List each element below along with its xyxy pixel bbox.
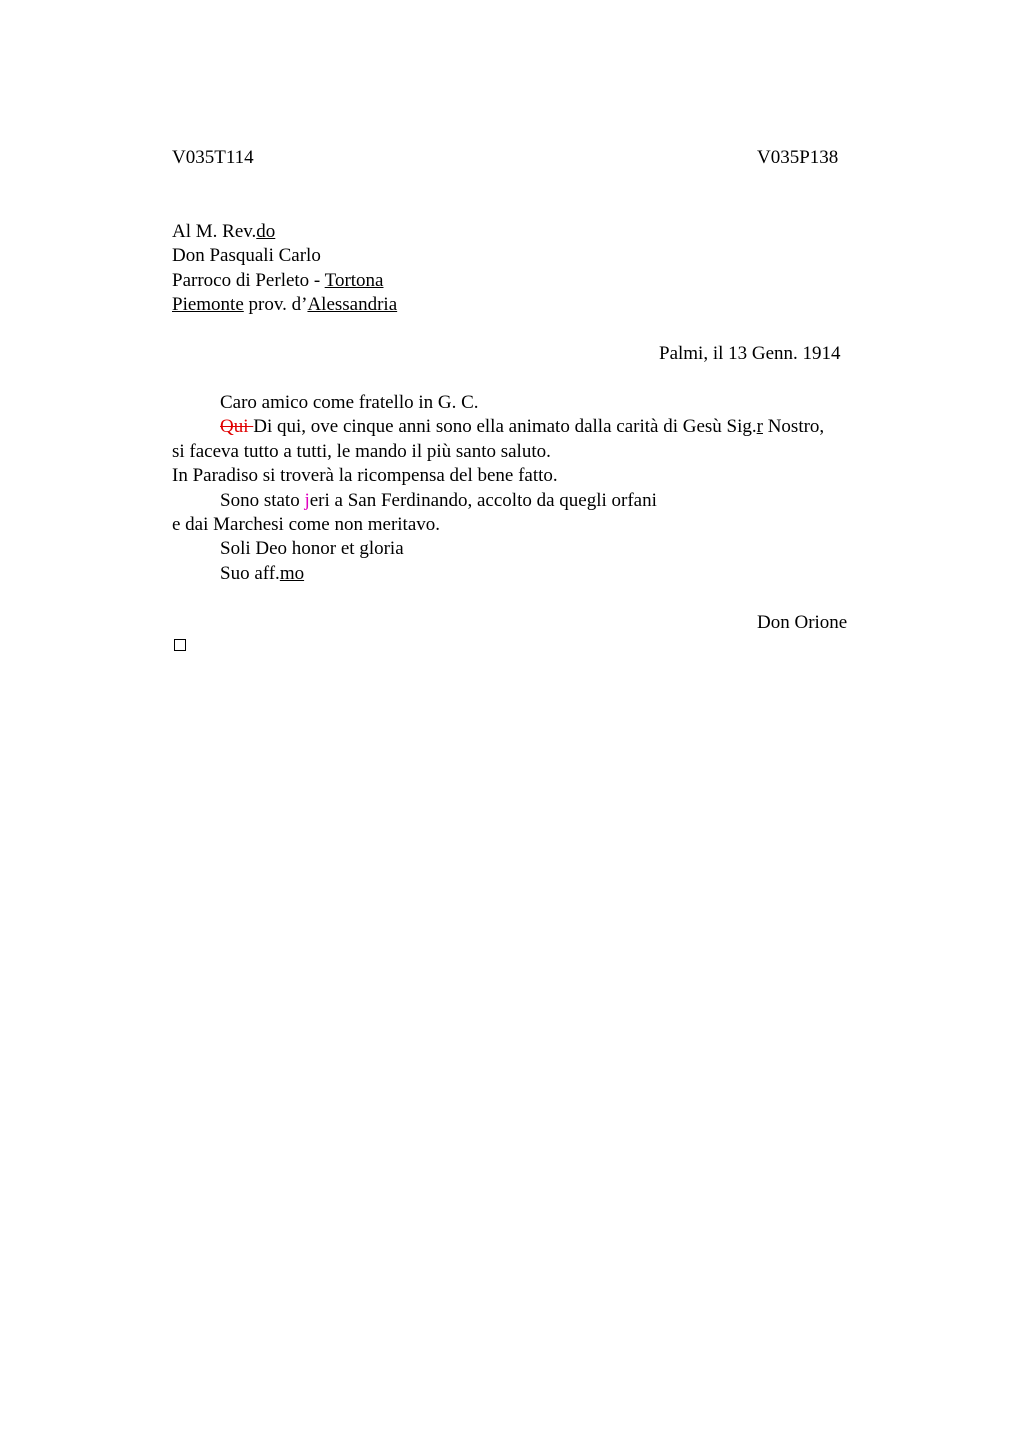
address-parish: Parroco di Perleto - xyxy=(172,270,325,291)
empty-square-icon xyxy=(174,639,186,651)
paragraph-1-line-1 xyxy=(220,415,824,439)
address-province: Alessandria xyxy=(307,294,398,315)
address-line-1 xyxy=(172,220,275,244)
paragraph-1-end: Nostro, xyxy=(762,416,825,437)
address-title: Al M. Rev. xyxy=(172,221,257,242)
salutation: Caro amico come fratello in G. C. xyxy=(220,392,479,413)
address-title-abbrev: do xyxy=(256,221,276,242)
letter-date: Palmi, il 13 Genn. 1914 xyxy=(659,343,841,364)
paragraph-3-end: eri a San Ferdinando, accolto da quegli orfani xyxy=(309,490,657,511)
address-line-2: Don Pasquali Carlo xyxy=(172,245,321,266)
paragraph-4: Soli Deo honor et gloria xyxy=(220,538,404,559)
address-line-4 xyxy=(172,293,397,317)
closing-text: Suo aff. xyxy=(220,563,280,584)
paragraph-1-text: Di qui, ove cinque anni sono ella animato dalla carità di Gesù Sig. xyxy=(253,416,757,437)
paragraph-3-line-2: e dai Marchesi come non meritavo. xyxy=(172,514,441,535)
closing xyxy=(220,562,304,586)
paragraph-2: In Paradiso si troverà la ricompensa del bene fatto. xyxy=(172,465,558,486)
edited-character: j xyxy=(304,490,310,511)
paragraph-1-line-2: si faceva tutto a tutti, le mando il più santo saluto. xyxy=(172,441,551,462)
address-region: Piemonte xyxy=(172,294,244,315)
deleted-word: Qui xyxy=(220,416,254,437)
paragraph-1-abbrev: r xyxy=(756,416,763,437)
address-line-3 xyxy=(172,269,384,293)
closing-abbrev: mo xyxy=(279,563,305,584)
address-province-label: prov. d’ xyxy=(243,294,308,315)
document-code-left: V035T114 xyxy=(172,147,254,168)
paragraph-3-start: Sono stato xyxy=(220,490,305,511)
document-code-right: V035P138 xyxy=(757,147,839,168)
signature: Don Orione xyxy=(757,612,848,633)
paragraph-3-line-1 xyxy=(220,489,657,513)
address-town: Tortona xyxy=(324,270,384,291)
